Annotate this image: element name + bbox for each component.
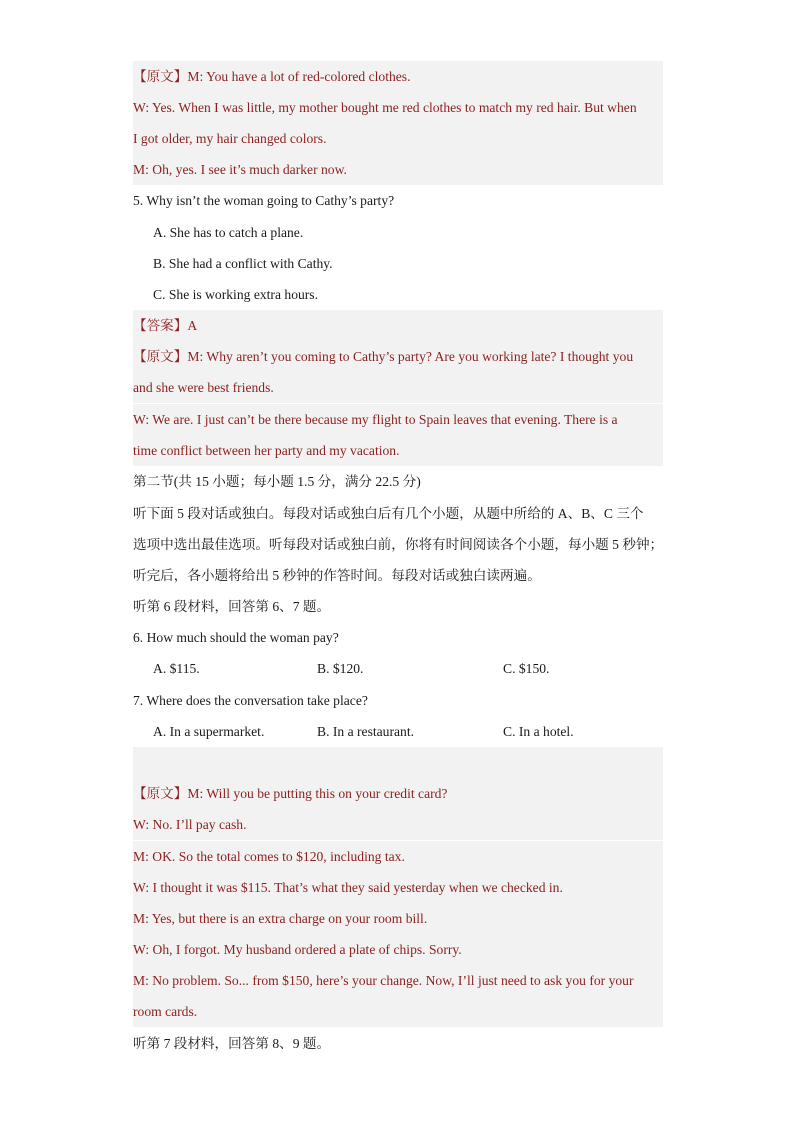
material-line: 听第 6 段材料，回答第 6、7 题。 <box>133 599 331 614</box>
transcript-line <box>133 778 663 809</box>
material-line: 听第 7 段材料，回答第 8、9 题。 <box>133 1036 331 1051</box>
transcript-line: time conflict between her party and my vacation. <box>133 435 663 466</box>
option-5b: B. She had a conflict with Cathy. <box>153 256 333 271</box>
instruction-line: 听下面 5 段对话或独白。每段对话或独白后有几个小题，从题中所给的 A、B、C 三个 <box>133 506 644 521</box>
transcript-line: M: OK. So the total comes to $120, including tax. <box>133 841 663 872</box>
question-7: 7. Where does the conversation take place? <box>133 693 368 708</box>
transcript-line: room cards. <box>133 996 663 1027</box>
question-6: 6. How much should the woman pay? <box>133 630 339 645</box>
answer-tag: 【答案】 <box>133 318 188 333</box>
transcript-line: M: No problem. So... from $150, here’s your change. Now, I’ll just need to ask you for your <box>133 965 663 996</box>
transcript-line <box>133 61 663 92</box>
option-6a: A. $115. <box>153 661 200 676</box>
transcript-line: W: I thought it was $115. That’s what they said yesterday when we checked in. <box>133 872 663 903</box>
transcript-line: M: Oh, yes. I see it’s much darker now. <box>133 154 663 185</box>
transcript-line: M: Yes, but there is an extra charge on your room bill. <box>133 903 663 934</box>
transcript-tag: 【原文】 <box>133 69 188 84</box>
option-6c: C. $150. <box>503 661 550 676</box>
options-6 <box>133 653 663 684</box>
question-5: 5. Why isn’t the woman going to Cathy’s party? <box>133 193 395 208</box>
instruction-line: 听完后，各小题将给出 5 秒钟的作答时间。每段对话或独白读两遍。 <box>133 568 541 583</box>
transcript-line: I got older, my hair changed colors. <box>133 123 663 154</box>
transcript-line: W: No. I’ll pay cash. <box>133 809 663 840</box>
transcript-text: M: Why aren’t you coming to Cathy’s party? Are you working late? I thought you <box>187 349 634 364</box>
transcript-line: W: We are. I just can’t be there because my flight to Spain leaves that evening. There is a <box>133 404 663 435</box>
options-7 <box>133 716 663 747</box>
transcript-line: W: Oh, I forgot. My husband ordered a plate of chips. Sorry. <box>133 934 663 965</box>
option-7a: A. In a supermarket. <box>153 724 265 739</box>
transcript-tag: 【原文】 <box>133 349 188 364</box>
transcript-text: M: Will you be putting this on your credit card? <box>187 786 448 801</box>
option-7b: B. In a restaurant. <box>317 724 415 739</box>
transcript-text: M: You have a lot of red-colored clothes. <box>187 69 411 84</box>
option-5c: C. She is working extra hours. <box>153 287 318 302</box>
instruction-line: 选项中选出最佳选项。听每段对话或独白前，你将有时间阅读各个小题，每小题 5 秒钟； <box>133 537 663 552</box>
option-5a: A. She has to catch a plane. <box>153 225 304 240</box>
transcript-tag: 【原文】 <box>133 786 188 801</box>
transcript-line: and she were best friends. <box>133 372 663 403</box>
answer-value: A <box>187 318 198 333</box>
option-6b: B. $120. <box>317 661 364 676</box>
transcript-line: W: Yes. When I was little, my mother bought me red clothes to match my red hair. But when <box>133 92 663 123</box>
answer-line <box>133 747 663 778</box>
option-7c: C. In a hotel. <box>503 724 574 739</box>
answer-line <box>133 310 663 341</box>
section-heading: 第二节(共 15 小题；每小题 1.5 分，满分 22.5 分) <box>133 474 421 489</box>
transcript-line <box>133 341 663 372</box>
